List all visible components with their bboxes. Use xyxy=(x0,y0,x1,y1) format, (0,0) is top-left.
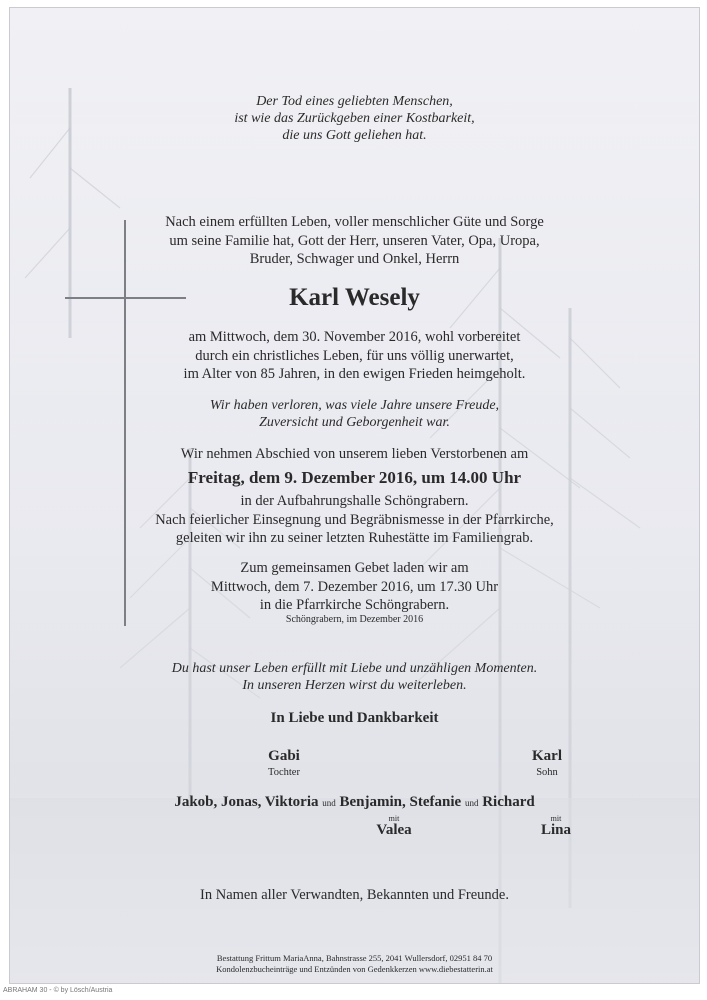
mit-right: mit xyxy=(550,814,562,823)
intro-text: Nach einem erfüllten Leben, voller menschlicher Güte und Sorge um seine Familie hat, Gott der Herr, unseren Vater, Opa, Uropa, Bruder, Schwager und Onkel, Herrn xyxy=(165,214,544,267)
farewell-intro: Wir nehmen Abschied von unserem lieben Verstorbenen am xyxy=(180,446,529,462)
mourner-karl-role: Sohn xyxy=(536,767,558,778)
death-info: am Mittwoch, dem 30. November 2016, wohl vorbereitet durch ein christliches Leben, für uns völlig unerwartet, im Alter von 85 Jahren, in den ewigen Frieden heimgeholt. xyxy=(183,329,526,382)
copyright-footer: ABRAHAM 30 - © by Lösch/Austria xyxy=(3,987,113,994)
place-date: Schöngrabern, im Dezember 2016 xyxy=(285,614,424,625)
great-grandchild-valea: Valea xyxy=(376,822,412,838)
great-grandchild-lina: Lina xyxy=(540,822,571,838)
mourner-gabi: Gabi xyxy=(268,748,300,764)
gratitude-line: In Liebe und Dankbarkeit xyxy=(270,710,439,726)
prayer-info: Zum gemeinsamen Gebet laden wir am Mittwoch, dem 7. Dezember 2016, um 17.30 Uhr in die Pfarrkirche Schöngrabern. xyxy=(210,560,499,613)
funeral-details: in der Aufbahrungshalle Schöngrabern. Nach feierlicher Einsegnung und Begräbnismesse in der Pfarrkirche, geleiten wir ihn zu seiner letzten Ruhestätte im Familiengrab. xyxy=(155,493,554,546)
opening-quote: Der Tod eines geliebten Menschen, ist wie das Zurückgeben einer Kostbarkeit, die uns Gott geliehen hat. xyxy=(234,94,475,143)
mit-left: mit xyxy=(388,814,400,823)
grandchildren-line: Jakob, Jonas, Viktoria und Benjamin, Stefanie und Richard xyxy=(174,794,535,810)
loss-quote: Wir haben verloren, was viele Jahre unsere Freude, Zuversicht und Geborgenheit war. xyxy=(209,398,500,430)
funeral-date: Freitag, dem 9. Dezember 2016, um 14.00 Uhr xyxy=(187,468,522,487)
parte-card xyxy=(9,7,700,984)
undertaker-info: Bestattung Frittum MariaAnna, Bahnstrasse 255, 2041 Wullersdorf, 02951 84 70 Kondolenzbucheinträge und Entzünden von Gedenkkerzen www.diebestatterin.at xyxy=(216,953,493,974)
mourner-karl: Karl xyxy=(532,748,562,764)
closing-quote: Du hast unser Leben erfüllt mit Liebe und unzähligen Momenten. In unseren Herzen wirst du weiterleben. xyxy=(171,661,538,693)
mourner-gabi-role: Tochter xyxy=(268,767,300,778)
relatives-line: In Namen aller Verwandten, Bekannten und Freunde. xyxy=(200,887,509,903)
deceased-name: Karl Wesely xyxy=(289,284,420,311)
